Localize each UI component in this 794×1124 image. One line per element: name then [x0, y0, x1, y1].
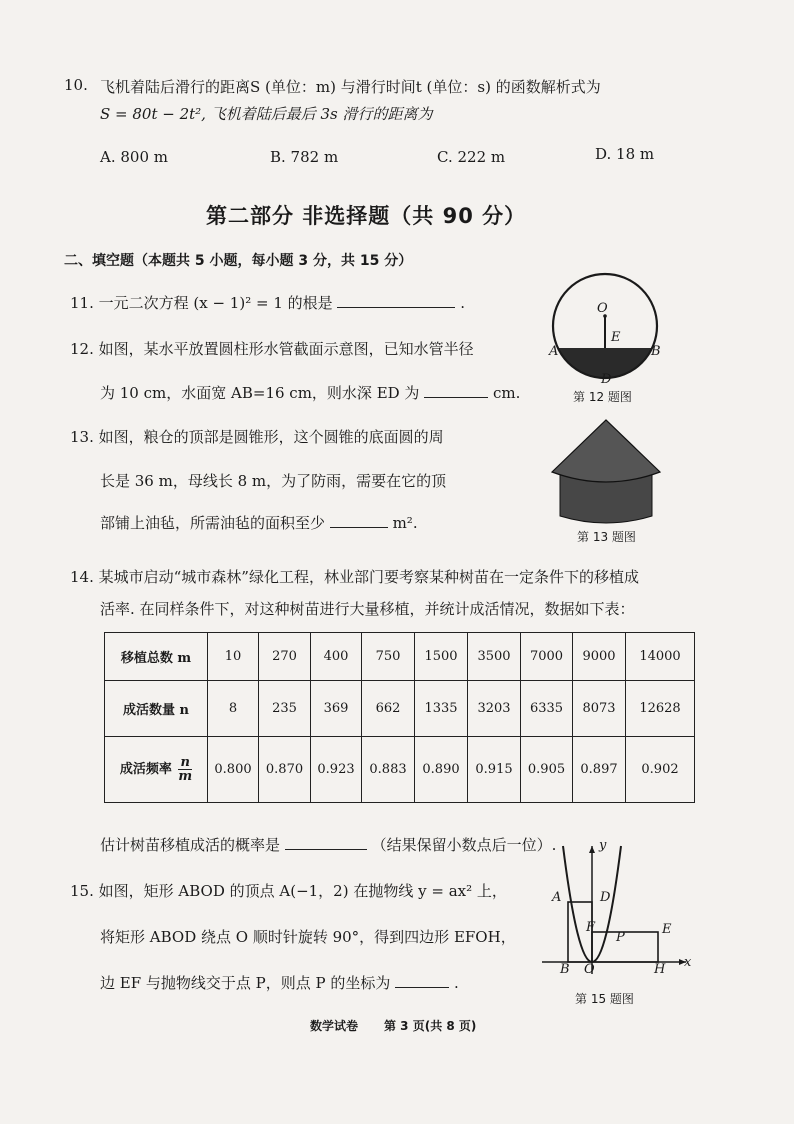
q12-unit: cm.	[493, 384, 521, 402]
fig15-label-x: x	[684, 955, 692, 970]
table-cell: 0.800	[208, 737, 259, 803]
q13-line3	[100, 512, 418, 533]
table-cell: 9000	[573, 633, 626, 681]
table-cell: 750	[362, 633, 415, 681]
table-cell: 235	[259, 681, 311, 737]
table-cell: 1500	[415, 633, 468, 681]
fig15-label-d: D	[600, 890, 611, 905]
q15-line1: 15. 如图，矩形 ABOD 的顶点 A(−1，2) 在抛物线 y = ax² 上，	[70, 882, 507, 900]
fig12-label-b: B	[651, 344, 661, 359]
fig15-label-a: A	[552, 890, 562, 905]
table-cell: 8	[208, 681, 259, 737]
parabola-rectangle-figure	[536, 840, 696, 980]
q14-line2: 活率. 在同样条件下，对这种树苗进行大量移植，并统计成活情况，数据如下表：	[100, 600, 635, 618]
table-row	[105, 681, 695, 737]
table-cell: 8073	[573, 681, 626, 737]
q15-answer-blank[interactable]	[395, 972, 449, 988]
q14-line1: 14. 某城市启动“城市森林”绿化工程，林业部门要考察某种树苗在一定条件下的移植成	[70, 568, 639, 586]
granary-cone-roof	[552, 420, 660, 482]
fig15-label-y: y	[599, 838, 607, 853]
fig13-caption: 第 13 题图	[577, 530, 636, 544]
fig15-label-e: E	[662, 922, 672, 937]
table-cell: 0.870	[259, 737, 311, 803]
fig12-label-d: D	[601, 372, 612, 387]
table-cell: 7000	[521, 633, 573, 681]
q12-answer-blank[interactable]	[424, 382, 488, 398]
q13-line1: 13. 如图，粮仓的顶部是圆锥形，这个圆锥的底面圆的周	[70, 428, 444, 446]
table-cell: 0.902	[626, 737, 695, 803]
table-cell: 14000	[626, 633, 695, 681]
table-row	[105, 737, 695, 803]
fig12-label-e: E	[611, 330, 621, 345]
section-subtitle: 二、填空题（本题共 5 小题，每小题 3 分，共 15 分）	[64, 253, 413, 269]
table-cell: 3203	[468, 681, 521, 737]
q12-stem: 为 10 cm，水面宽 AB=16 cm，则水深 ED 为	[100, 384, 420, 402]
q10-option-a[interactable]: A. 800 m	[100, 148, 168, 166]
table-cell: 662	[362, 681, 415, 737]
fig12-caption: 第 12 题图	[573, 390, 632, 404]
q11-stem: 11. 一元二次方程 (x − 1)² = 1 的根是	[70, 294, 333, 312]
fig12-label-a: A	[549, 344, 559, 359]
fig12-label-o: O	[597, 301, 608, 316]
q14-line3	[100, 834, 556, 855]
fig15-label-b: B	[560, 962, 570, 977]
fig15-label-f: F	[586, 920, 596, 935]
fig15-label-h: H	[654, 962, 666, 977]
table-row	[105, 633, 695, 681]
q15-stem: 边 EF 与抛物线交于点 P，则点 P 的坐标为	[100, 974, 391, 992]
fig15-label-o: O	[584, 962, 595, 977]
table-cell: 12628	[626, 681, 695, 737]
row-label-total: 移植总数 m	[105, 633, 208, 681]
row-label-survived: 成活数量 n	[105, 681, 208, 737]
q15-line3	[100, 972, 459, 993]
fig15-label-p: P	[616, 930, 625, 945]
table-cell: 0.897	[573, 737, 626, 803]
q10-option-b[interactable]: B. 782 m	[270, 148, 339, 166]
table-cell: 0.890	[415, 737, 468, 803]
q13-answer-blank[interactable]	[330, 512, 388, 528]
pipe-cross-section-figure	[545, 268, 675, 386]
table-cell: 0.905	[521, 737, 573, 803]
q13-stem: 部铺上油毡，所需油毡的面积至少	[100, 514, 326, 532]
section-title: 第二部分 非选择题（共 90 分）	[206, 204, 527, 228]
q12-line1: 12. 如图，某水平放置圆柱形水管截面示意图，已知水管半径	[70, 340, 474, 358]
table-cell: 3500	[468, 633, 521, 681]
q14-stem: 估计树苗移植成活的概率是	[100, 836, 281, 854]
q13-line2: 长是 36 m，母线长 8 m，为了防雨，需要在它的顶	[100, 472, 447, 490]
q10-option-d[interactable]: D. 18 m	[595, 145, 655, 163]
table-cell: 0.915	[468, 737, 521, 803]
q10-line1: 飞机着陆后滑行的距离S (单位：m) 与滑行时间t (单位：s) 的函数解析式为	[100, 78, 601, 96]
transplant-data-table	[104, 632, 695, 803]
q15-end: .	[453, 974, 459, 992]
row-label-frequency: 成活频率 $\frac{n}{m}$	[105, 737, 208, 803]
q11-end: .	[460, 294, 465, 312]
q10-line2: S = 80t − 2t², 飞机着陆后最后 3s 滑行的距离为	[100, 105, 433, 123]
q10-number: 10.	[64, 76, 88, 94]
table-cell: 270	[259, 633, 311, 681]
q11-answer-blank[interactable]	[337, 292, 455, 308]
footer-page-number: 第 3 页(共 8 页)	[384, 1019, 477, 1033]
q13-unit: m².	[392, 514, 418, 532]
footer-subject: 数学试卷	[310, 1019, 359, 1033]
table-cell: 6335	[521, 681, 573, 737]
table-cell: 0.923	[311, 737, 362, 803]
y-axis-arrow	[589, 846, 595, 853]
q10-option-c[interactable]: C. 222 m	[437, 148, 506, 166]
q11-text	[70, 292, 465, 313]
table-cell: 369	[311, 681, 362, 737]
granary-figure	[550, 412, 662, 524]
q14-note: （结果保留小数点后一位）.	[371, 836, 557, 854]
table-cell: 0.883	[362, 737, 415, 803]
table-cell: 1335	[415, 681, 468, 737]
fig15-caption: 第 15 题图	[575, 992, 634, 1006]
q14-answer-blank[interactable]	[285, 834, 367, 850]
q15-line2: 将矩形 ABOD 绕点 O 顺时针旋转 90°，得到四边形 EFOH，	[100, 928, 516, 946]
q12-line2	[100, 382, 520, 403]
table-cell: 10	[208, 633, 259, 681]
table-cell: 400	[311, 633, 362, 681]
frequency-fraction: $\frac{n}{m}$	[178, 755, 193, 784]
